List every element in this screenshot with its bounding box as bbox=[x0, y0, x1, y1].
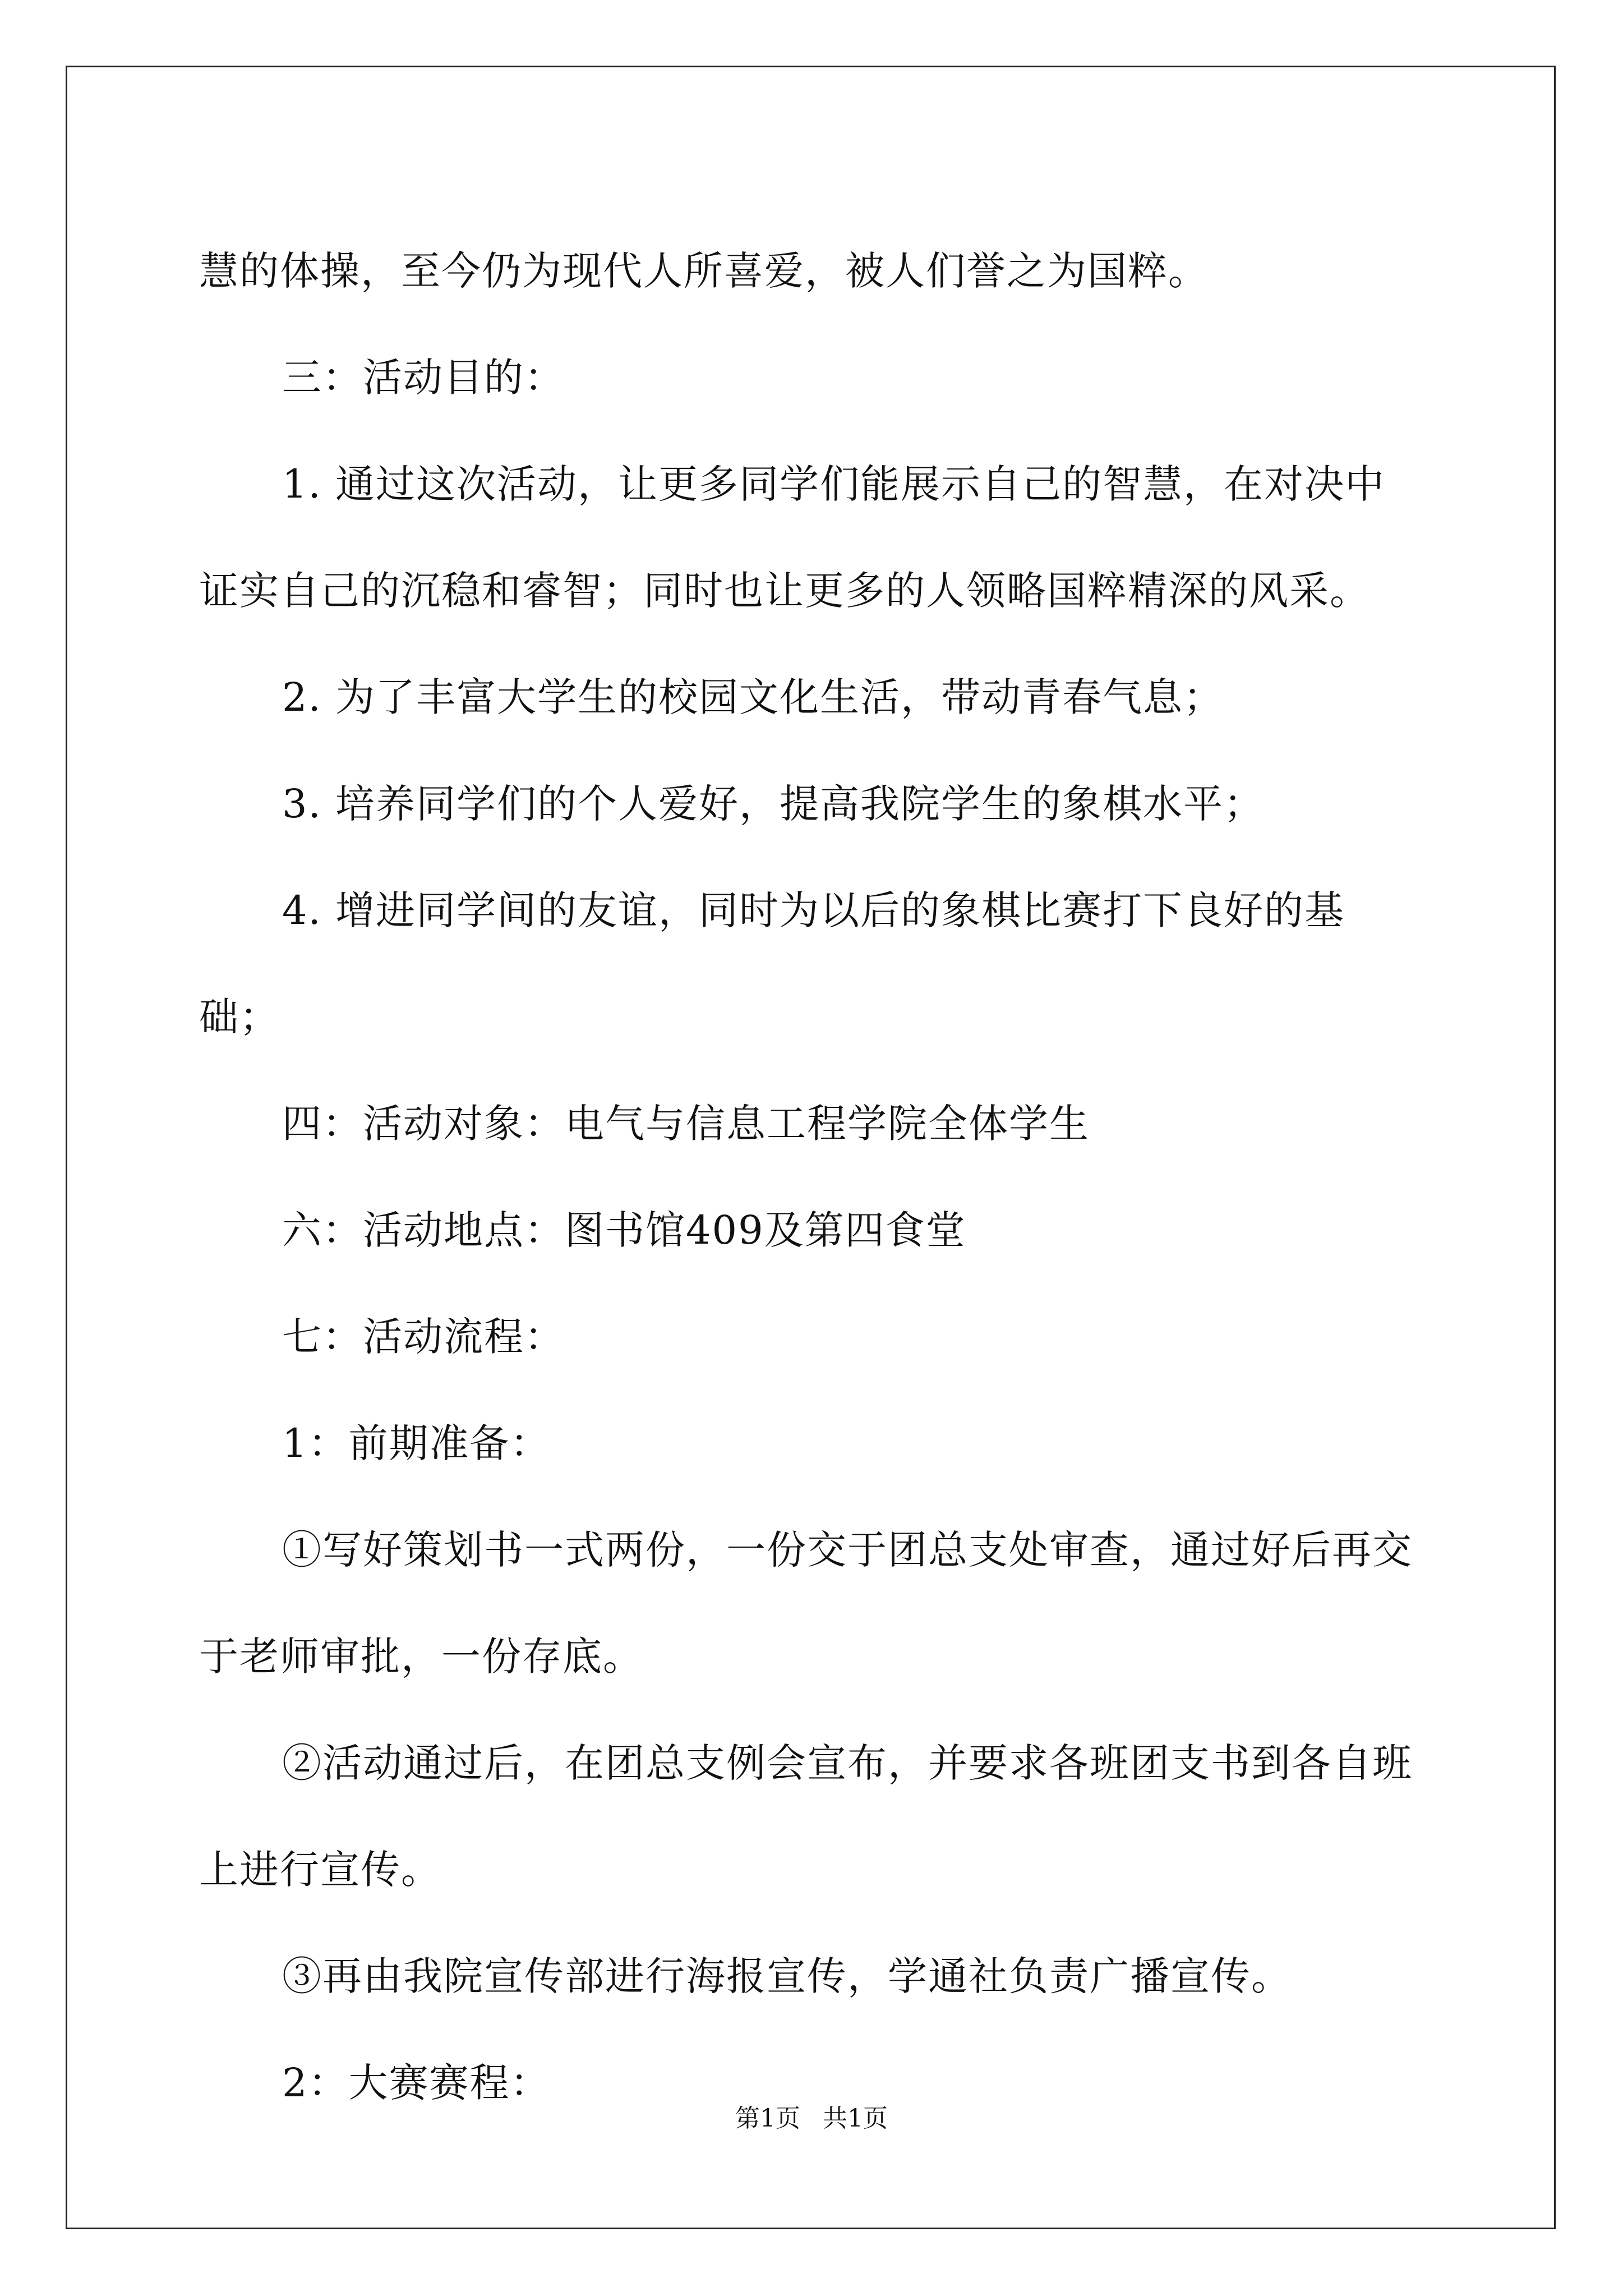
page-total: 共1页 bbox=[823, 2104, 888, 2133]
paragraph-13: ③再由我院宣传部进行海报宣传，学通社负责广播宣传。 bbox=[282, 1953, 1292, 1999]
paragraph-10: 1：前期准备： bbox=[282, 1420, 551, 1466]
page-footer bbox=[0, 2102, 1623, 2136]
paragraph-11: ①写好策划书一式两份，一份交于团总支处审查，通过好后再交于老师审批，一份存底。 bbox=[199, 1527, 1413, 1680]
paragraph-5: 3. 培养同学们的个人爱好，提高我院学生的象棋水平； bbox=[282, 781, 1265, 827]
paragraph-9: 七：活动流程： bbox=[282, 1314, 565, 1360]
paragraph-7: 四：活动对象：电气与信息工程学院全体学生 bbox=[282, 1101, 1090, 1147]
document-body bbox=[199, 218, 1422, 2136]
paragraph-6: 4. 增进同学间的友谊，同时为以后的象棋比赛打下良好的基础； bbox=[199, 887, 1345, 1040]
paragraph-3: 1. 通过这次活动，让更多同学们能展示自己的智慧，在对决中证实自己的沉稳和睿智；同时也让更多的人领略国粹精深的风采。 bbox=[199, 461, 1386, 614]
paragraph-2: 三：活动目的： bbox=[282, 355, 565, 401]
paragraph-1: 慧的体操，至今仍为现代人所喜爱，被人们誉之为国粹。 bbox=[199, 248, 1209, 294]
paragraph-12: ②活动通过后，在团总支例会宣布，并要求各班团支书到各自班上进行宣传。 bbox=[199, 1740, 1413, 1893]
paragraph-4: 2. 为了丰富大学生的校园文化生活，带动青春气息； bbox=[282, 674, 1224, 720]
paragraph-14: 2：大赛赛程： bbox=[282, 2060, 551, 2106]
page-number: 第1页 bbox=[735, 2104, 800, 2133]
paragraph-8: 六：活动地点：图书馆409及第四食堂 bbox=[282, 1207, 966, 1253]
